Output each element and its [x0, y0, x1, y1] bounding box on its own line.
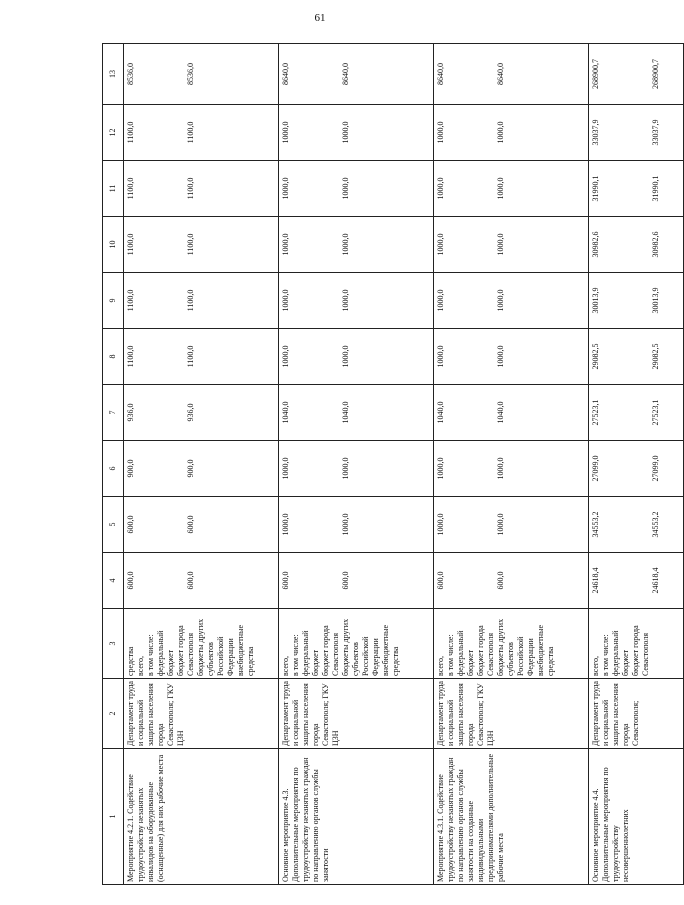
funding-sources — [124, 609, 279, 679]
amount-value — [371, 443, 401, 494]
amount-value — [466, 107, 496, 158]
amount-value: 1000,0 — [341, 513, 350, 536]
amount-value — [466, 443, 496, 494]
amount-value: 34553,2 — [591, 511, 600, 538]
amount-value: 33037,9 — [591, 119, 600, 146]
amount-value — [246, 46, 276, 102]
event-name: Основное мероприятие 4.3. Дополнительные мероприятия по трудоустройству незанятых граждан по направлению органов службы занятости — [279, 749, 434, 885]
amount-value: 268900,7 — [651, 59, 660, 89]
amount-value — [621, 46, 651, 102]
funding-source: всего, — [136, 655, 145, 676]
amount-value: 24618,4 — [591, 567, 600, 594]
amount-value — [216, 499, 246, 550]
amount-value: 1100,0 — [186, 233, 195, 256]
amount-value — [311, 219, 341, 270]
amount-value — [556, 46, 586, 102]
amount-value — [526, 219, 556, 270]
amount-value: 1000,0 — [436, 457, 445, 480]
amount-value — [621, 387, 651, 438]
table-row — [434, 44, 589, 885]
amount-value: 8640,0 — [281, 63, 290, 85]
funding-source: бюджеты других субъектов Российской Федерации — [196, 618, 235, 676]
amount-cell — [589, 497, 684, 553]
amount-value — [526, 331, 556, 382]
amount-value — [621, 219, 651, 270]
amount-value: 1000,0 — [496, 457, 505, 480]
amount-cell — [124, 497, 279, 553]
amount-value: 27523,1 — [591, 399, 600, 426]
amount-cell — [434, 161, 589, 217]
amount-value: 30982,6 — [591, 231, 600, 258]
amount-value: 8536,0 — [126, 63, 135, 85]
amount-value — [621, 499, 651, 550]
amount-value — [216, 46, 246, 102]
funding-sources — [279, 609, 434, 679]
table-region — [102, 44, 660, 885]
amount-value: 1000,0 — [281, 121, 290, 144]
col-header: 4 — [103, 553, 124, 609]
amount-value — [371, 555, 401, 606]
amount-value — [311, 107, 341, 158]
amount-value — [246, 555, 276, 606]
amount-value: 30013,9 — [651, 287, 660, 314]
amount-value: 1100,0 — [126, 233, 135, 256]
amount-value — [156, 331, 186, 382]
amount-cell — [279, 161, 434, 217]
amount-value: 1000,0 — [436, 289, 445, 312]
amount-cell — [279, 497, 434, 553]
col-header: 6 — [103, 441, 124, 497]
col-header: 10 — [103, 217, 124, 273]
amount-cell — [279, 273, 434, 329]
funding-source: в том числе: федеральный бюджет — [601, 630, 630, 676]
amount-value — [526, 46, 556, 102]
amount-value: 1100,0 — [126, 121, 135, 144]
funding-source: в том числе: федеральный бюджет — [146, 630, 175, 676]
amount-value: 8640,0 — [496, 63, 505, 85]
amount-value — [401, 499, 431, 550]
amount-value: 1100,0 — [126, 177, 135, 200]
amount-value — [311, 387, 341, 438]
amount-cell — [434, 105, 589, 161]
funding-source: всего, — [436, 655, 445, 676]
amount-value: 1000,0 — [496, 513, 505, 536]
amount-value — [311, 331, 341, 382]
amount-cell — [589, 217, 684, 273]
funding-source: бюджет города Севастополя — [321, 625, 340, 676]
amount-value: 8640,0 — [436, 63, 445, 85]
amount-value: 31990,1 — [651, 175, 660, 202]
amount-value: 900,0 — [186, 459, 195, 478]
amount-value — [371, 163, 401, 214]
amount-value: 600,0 — [126, 571, 135, 590]
amount-value — [401, 107, 431, 158]
amount-value: 1000,0 — [281, 513, 290, 536]
amount-value — [526, 107, 556, 158]
amount-value — [311, 46, 341, 102]
amount-value: 1000,0 — [496, 233, 505, 256]
funding-source: в том числе: федеральный бюджет — [291, 630, 320, 676]
amount-value — [401, 387, 431, 438]
amount-cell — [589, 385, 684, 441]
amount-value — [246, 443, 276, 494]
executor: Департамент труда и социальной защиты населения города Севастополя; ГКУ ЦЗН — [434, 679, 589, 749]
amount-value — [156, 163, 186, 214]
amount-value — [156, 275, 186, 326]
amount-value: 1040,0 — [496, 401, 505, 424]
amount-value: 24618,4 — [651, 567, 660, 594]
executor: Департамент труда и социальной защиты населения города Севастополя; ГКУ ЦЗН — [279, 679, 434, 749]
amount-value: 600,0 — [186, 515, 195, 534]
table-row — [589, 44, 684, 885]
amount-value — [156, 443, 186, 494]
amount-value: 600,0 — [281, 571, 290, 590]
amount-value: 1040,0 — [341, 401, 350, 424]
table-row — [279, 44, 434, 885]
col-header: 2 — [103, 679, 124, 749]
amount-value: 600,0 — [341, 571, 350, 590]
amount-value — [526, 275, 556, 326]
amount-value: 1000,0 — [281, 233, 290, 256]
funding-source: бюджет города Севастополя — [476, 625, 495, 676]
amount-cell — [589, 329, 684, 385]
amount-cell — [279, 217, 434, 273]
funding-source: внебюджетные средства — [236, 625, 255, 676]
amount-value — [556, 387, 586, 438]
amount-value — [156, 107, 186, 158]
page-number: 61 — [314, 12, 326, 24]
source-prefix: средства — [126, 646, 135, 676]
amount-cell — [124, 385, 279, 441]
amount-value — [466, 219, 496, 270]
col-header: 9 — [103, 273, 124, 329]
amount-value — [246, 331, 276, 382]
amount-cell — [434, 329, 589, 385]
amount-value — [246, 163, 276, 214]
amount-value — [156, 219, 186, 270]
amount-value: 27099,0 — [651, 455, 660, 482]
amount-cell — [124, 441, 279, 497]
amount-cell — [124, 161, 279, 217]
amount-value — [156, 555, 186, 606]
amount-value: 1000,0 — [341, 177, 350, 200]
amount-value — [621, 275, 651, 326]
amount-value — [401, 46, 431, 102]
amount-value — [466, 331, 496, 382]
amount-value — [216, 163, 246, 214]
amount-value: 27099,0 — [591, 455, 600, 482]
amount-value — [371, 387, 401, 438]
funding-source: бюджеты других субъектов Российской Федерации — [341, 618, 380, 676]
amount-value — [556, 331, 586, 382]
amount-value — [311, 499, 341, 550]
amount-value — [556, 275, 586, 326]
amount-value — [401, 163, 431, 214]
amount-value — [466, 499, 496, 550]
amount-cell — [589, 161, 684, 217]
amount-value — [526, 499, 556, 550]
amount-value — [621, 331, 651, 382]
amount-value — [621, 107, 651, 158]
amount-value — [216, 443, 246, 494]
col-header: 1 — [103, 749, 124, 885]
amount-value: 1000,0 — [496, 289, 505, 312]
amount-value — [401, 275, 431, 326]
amount-value — [466, 275, 496, 326]
amount-value — [556, 163, 586, 214]
funding-source: всего, — [591, 655, 600, 676]
amount-value — [216, 107, 246, 158]
amount-value: 268900,7 — [591, 59, 600, 89]
amount-value: 1000,0 — [436, 345, 445, 368]
amount-value — [556, 219, 586, 270]
amount-value: 1100,0 — [186, 345, 195, 368]
amount-cell — [124, 44, 279, 105]
event-name: Мероприятие 4.3.1. Содействие трудоустройству незанятых граждан по направлению органов службы занятости на созданные индивидуальными предпринимателями дополнительные рабочие места — [434, 749, 589, 885]
amount-value — [466, 555, 496, 606]
amount-value: 34553,2 — [651, 511, 660, 538]
event-name: Основное мероприятие 4.4. Дополнительные мероприятия по трудоустройству несовершеннолетних — [589, 749, 684, 885]
amount-value — [526, 443, 556, 494]
executor: Департамент труда и социальной защиты населения города Севастополя; ГКУ ЦЗН — [124, 679, 279, 749]
amount-value — [311, 443, 341, 494]
amount-cell — [279, 44, 434, 105]
amount-cell — [434, 44, 589, 105]
amount-value: 1000,0 — [341, 457, 350, 480]
funding-source: бюджет города Севастополя — [631, 625, 650, 676]
amount-value: 600,0 — [126, 515, 135, 534]
funding-sources — [434, 609, 589, 679]
amount-value — [401, 555, 431, 606]
amount-cell — [434, 441, 589, 497]
amount-value: 600,0 — [186, 571, 195, 590]
funding-source: внебюджетные средства — [381, 625, 400, 676]
amount-value: 1000,0 — [341, 233, 350, 256]
amount-value: 29082,5 — [591, 343, 600, 370]
amount-value: 1100,0 — [126, 289, 135, 312]
amount-value: 1100,0 — [186, 177, 195, 200]
amount-value — [371, 331, 401, 382]
amount-value: 1040,0 — [436, 401, 445, 424]
col-header: 13 — [103, 44, 124, 105]
amount-value: 1000,0 — [496, 121, 505, 144]
amount-cell — [589, 44, 684, 105]
amount-value — [526, 163, 556, 214]
amount-cell — [589, 441, 684, 497]
amount-value — [556, 443, 586, 494]
amount-cell — [124, 273, 279, 329]
amount-cell — [124, 105, 279, 161]
amount-value — [371, 46, 401, 102]
amount-cell — [124, 329, 279, 385]
amount-value: 27523,1 — [651, 399, 660, 426]
amount-value — [401, 331, 431, 382]
amount-value: 1100,0 — [186, 289, 195, 312]
amount-value — [371, 499, 401, 550]
amount-value — [621, 443, 651, 494]
amount-value: 936,0 — [186, 403, 195, 422]
amount-value — [526, 555, 556, 606]
amount-value — [556, 499, 586, 550]
amount-value: 1000,0 — [496, 177, 505, 200]
amount-value — [216, 387, 246, 438]
amount-value — [556, 555, 586, 606]
amount-value — [311, 163, 341, 214]
funding-source: всего, — [281, 655, 290, 676]
amount-value — [621, 163, 651, 214]
header-row — [103, 44, 124, 885]
amount-value: 29082,5 — [651, 343, 660, 370]
amount-value — [216, 275, 246, 326]
col-header: 11 — [103, 161, 124, 217]
amount-value — [466, 46, 496, 102]
amount-cell — [279, 553, 434, 609]
amount-value — [216, 219, 246, 270]
amount-cell — [434, 385, 589, 441]
executor: Департамент труда и социальной защиты населения города Севастополя; — [589, 679, 684, 749]
amount-cell — [124, 553, 279, 609]
col-header: 12 — [103, 105, 124, 161]
amount-value — [311, 275, 341, 326]
funding-sources — [589, 609, 684, 679]
amount-value — [246, 387, 276, 438]
col-header: 5 — [103, 497, 124, 553]
amount-value — [216, 331, 246, 382]
col-header: 8 — [103, 329, 124, 385]
amount-value: 1000,0 — [281, 345, 290, 368]
funding-source: в том числе: федеральный бюджет — [446, 630, 475, 676]
table-row — [124, 44, 279, 885]
amount-value: 1000,0 — [341, 345, 350, 368]
amount-value — [246, 219, 276, 270]
amount-value: 1100,0 — [186, 121, 195, 144]
amount-cell — [279, 105, 434, 161]
amount-value — [371, 275, 401, 326]
amount-value: 30982,6 — [651, 231, 660, 258]
amount-value — [246, 499, 276, 550]
amount-value: 1100,0 — [126, 345, 135, 368]
amount-value — [371, 107, 401, 158]
amount-value: 1040,0 — [281, 401, 290, 424]
amount-value — [621, 555, 651, 606]
amount-value — [216, 555, 246, 606]
col-header: 3 — [103, 609, 124, 679]
amount-value: 31990,1 — [591, 175, 600, 202]
amount-value — [401, 443, 431, 494]
amount-value — [466, 163, 496, 214]
amount-value: 8640,0 — [341, 63, 350, 85]
amount-cell — [589, 553, 684, 609]
amount-cell — [434, 497, 589, 553]
event-name: Мероприятие 4.2.1. Содействие трудоустройству незанятых инвалидов на оборудованные (оснащенные) для них рабочие места — [124, 749, 279, 885]
amount-value: 1000,0 — [281, 289, 290, 312]
amount-value — [401, 219, 431, 270]
amount-value: 1000,0 — [436, 233, 445, 256]
amount-value: 936,0 — [126, 403, 135, 422]
funding-source: внебюджетные средства — [536, 625, 555, 676]
funding-source: бюджет города Севастополя — [176, 625, 195, 676]
budget-table — [102, 43, 684, 885]
amount-value — [556, 107, 586, 158]
amount-value: 600,0 — [436, 571, 445, 590]
amount-value — [156, 387, 186, 438]
amount-cell — [589, 105, 684, 161]
amount-value — [466, 387, 496, 438]
amount-value — [311, 555, 341, 606]
amount-cell — [434, 553, 589, 609]
amount-value — [156, 499, 186, 550]
amount-value — [246, 275, 276, 326]
amount-value: 8536,0 — [186, 63, 195, 85]
amount-cell — [279, 441, 434, 497]
amount-value: 33037,9 — [651, 119, 660, 146]
amount-cell — [434, 273, 589, 329]
amount-value — [371, 219, 401, 270]
amount-value: 30013,9 — [591, 287, 600, 314]
amount-cell — [279, 329, 434, 385]
amount-value: 1000,0 — [281, 457, 290, 480]
amount-value: 1000,0 — [436, 177, 445, 200]
amount-value: 1000,0 — [341, 289, 350, 312]
amount-value — [526, 387, 556, 438]
amount-value — [156, 46, 186, 102]
amount-value — [246, 107, 276, 158]
amount-value: 1000,0 — [281, 177, 290, 200]
amount-value: 600,0 — [496, 571, 505, 590]
amount-cell — [589, 273, 684, 329]
amount-value: 1000,0 — [341, 121, 350, 144]
col-header: 7 — [103, 385, 124, 441]
amount-value: 900,0 — [126, 459, 135, 478]
amount-value: 1000,0 — [436, 513, 445, 536]
amount-cell — [279, 385, 434, 441]
funding-source: бюджеты других субъектов Российской Федерации — [496, 618, 535, 676]
amount-cell — [124, 217, 279, 273]
amount-value: 1000,0 — [496, 345, 505, 368]
amount-cell — [434, 217, 589, 273]
amount-value: 1000,0 — [436, 121, 445, 144]
